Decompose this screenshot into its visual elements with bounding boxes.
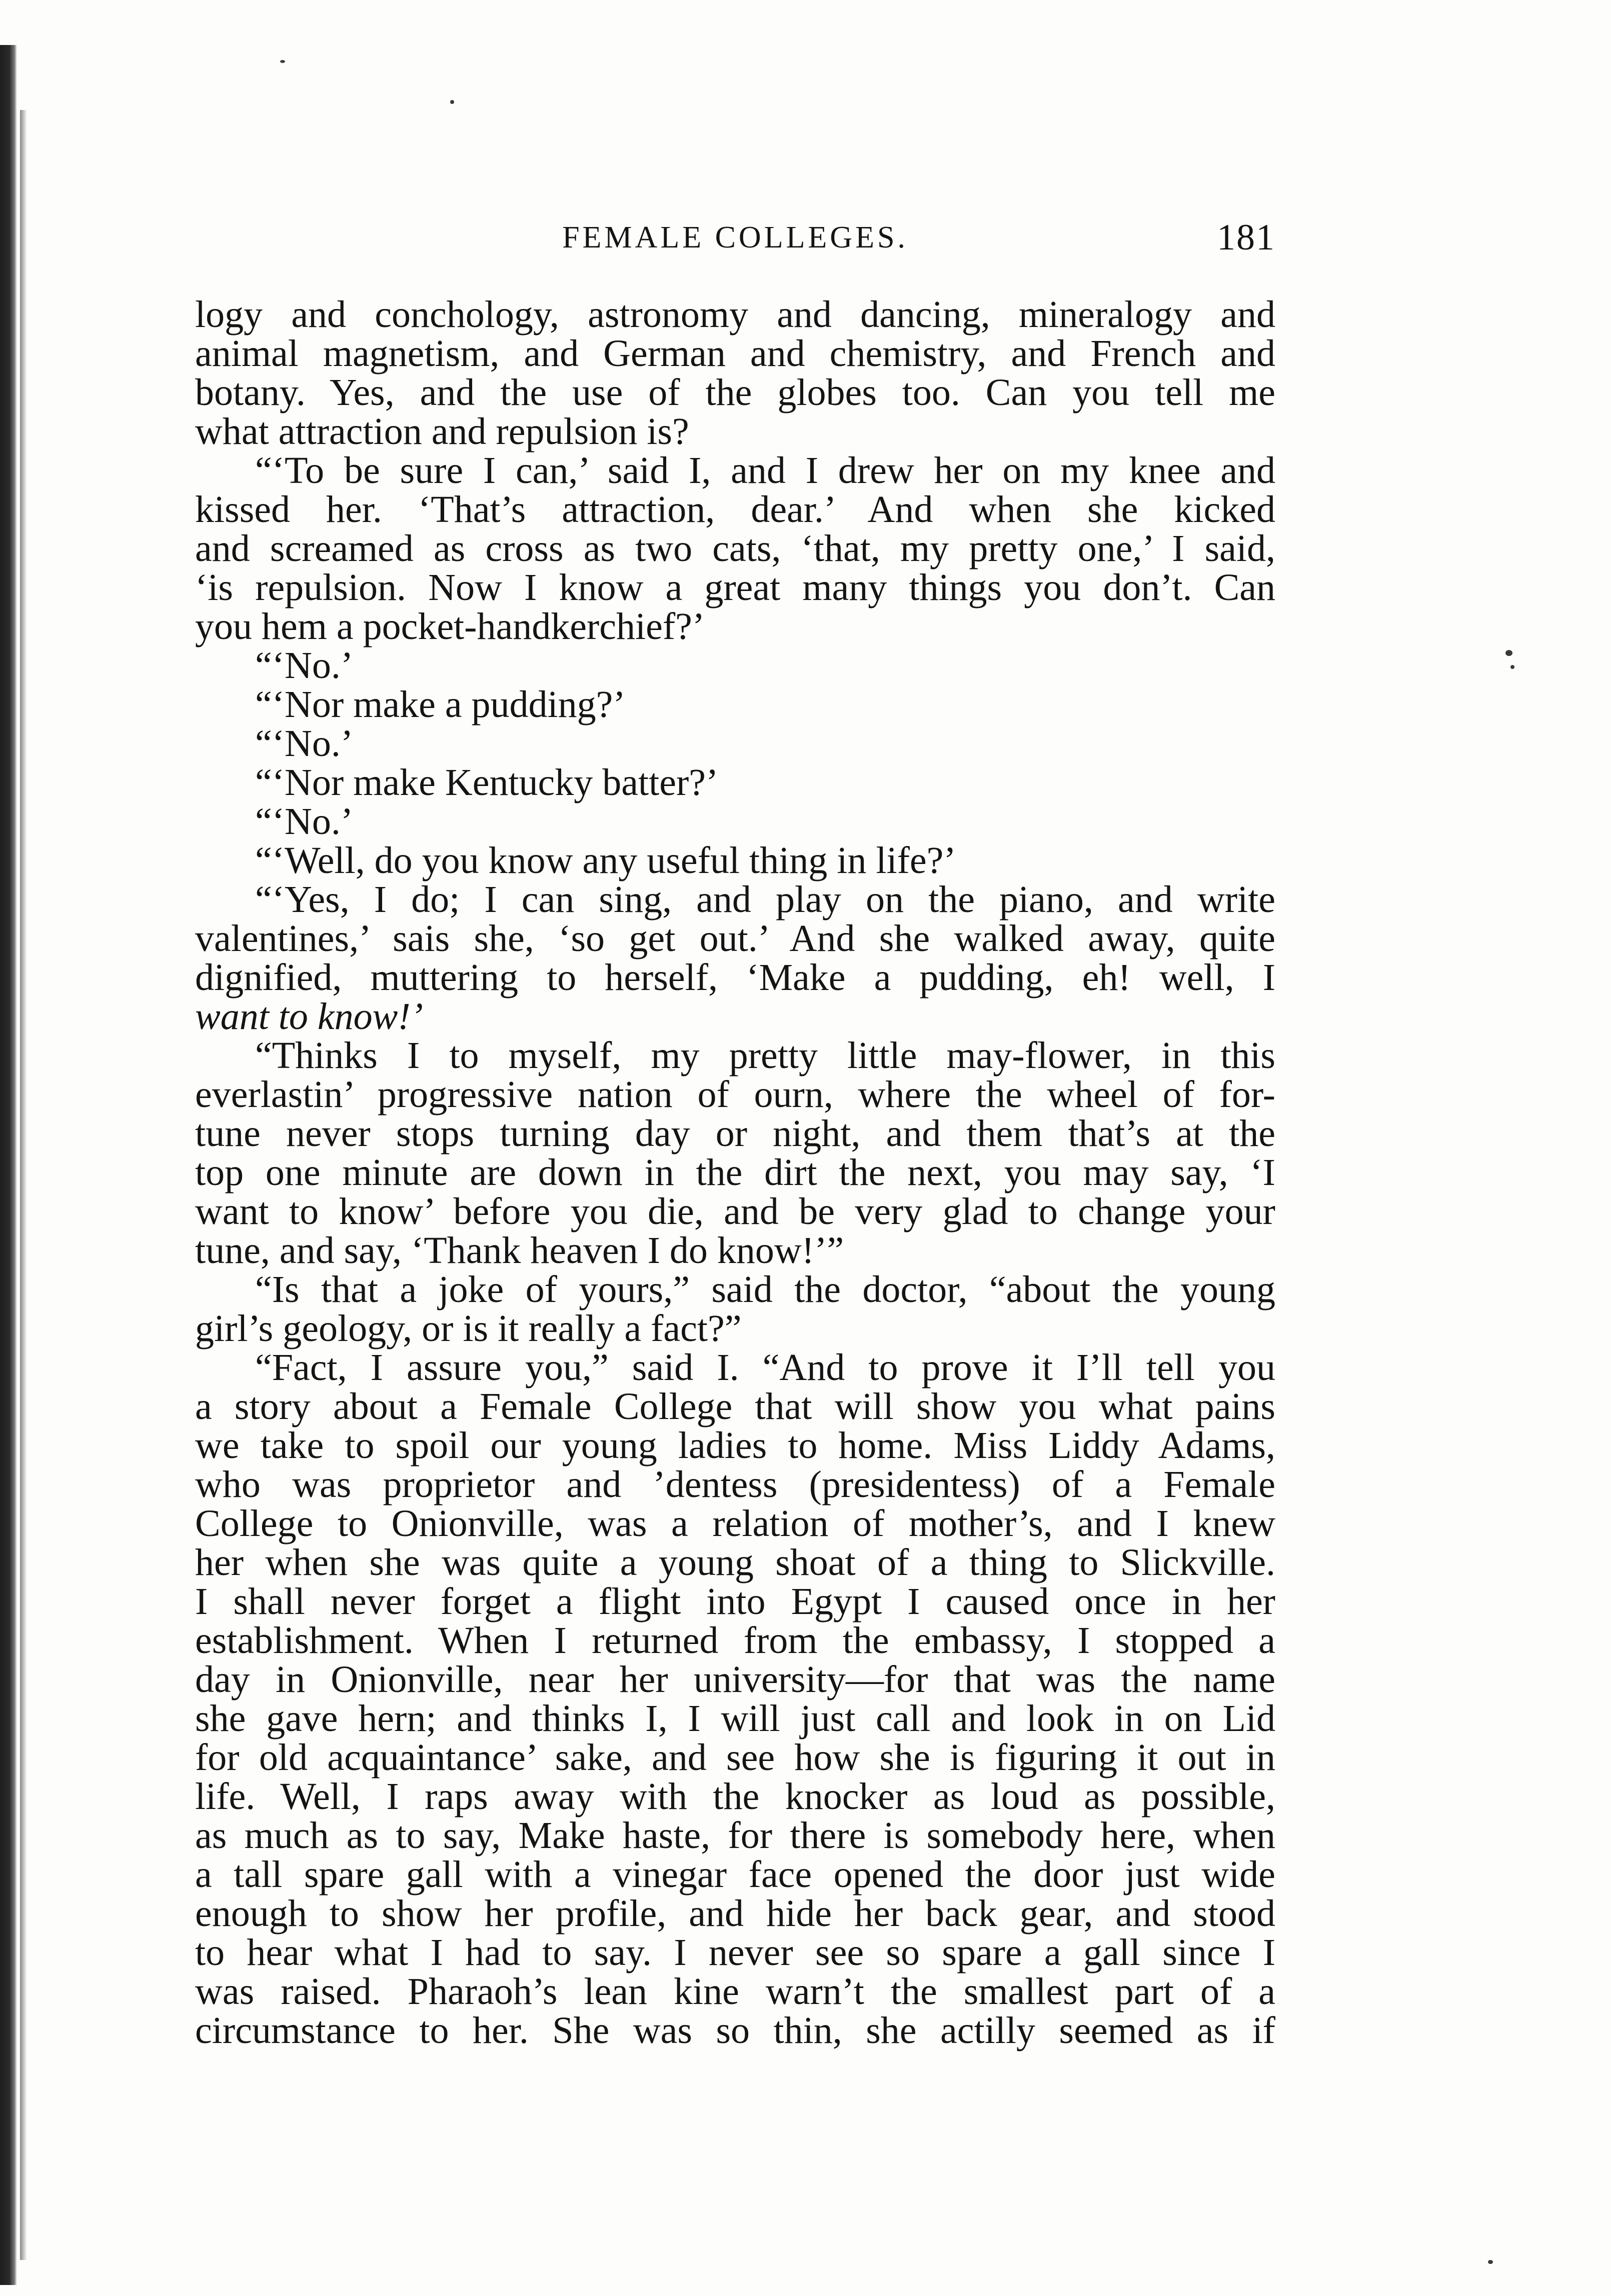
text-line: for old acquaintance’ sake, and see how she is figuring it out in	[195, 1736, 1275, 1778]
page-number: 181	[1217, 217, 1275, 258]
text-line: want to know!’	[195, 996, 423, 1038]
text-line: I shall never forget a flight into Egypt I caused once in her	[195, 1580, 1275, 1622]
text-line: you hem a pocket-handkerchief?’	[195, 606, 705, 648]
text-line: enough to show her profile, and hide her back gear, and stood	[195, 1892, 1275, 1934]
text-line: “‘Nor make Kentucky batter?’	[255, 762, 719, 804]
print-speck	[1510, 665, 1514, 669]
text-line: day in Onionville, near her university—for that was the name	[195, 1658, 1275, 1700]
text-line: logy and conchology, astronomy and dancing, mineralogy and	[195, 294, 1275, 336]
text-line: a story about a Female College that will show you what pains	[195, 1386, 1275, 1428]
text-line: tune, and say, ‘Thank heaven I do know!’”	[195, 1230, 844, 1272]
text-line: ‘is repulsion. Now I know a great many things you don’t. Can	[195, 566, 1275, 608]
text-line: dignified, muttering to herself, ‘Make a pudding, eh! well, I	[195, 956, 1275, 998]
text-line: botany. Yes, and the use of the globes too. Can you tell me	[195, 372, 1275, 414]
text-line: life. Well, I raps away with the knocker as loud as possible,	[195, 1776, 1275, 1818]
text-line: kissed her. ‘That’s attraction, dear.’ And when she kicked	[195, 488, 1275, 530]
text-line: “Is that a joke of yours,” said the doctor, “about the young	[255, 1268, 1275, 1310]
text-line: as much as to say, Make haste, for there is somebody here, when	[195, 1814, 1275, 1856]
text-line: “‘No.’	[255, 644, 354, 686]
text-line: who was proprietor and ’dentess (presidentess) of a Female	[195, 1464, 1275, 1506]
running-head	[195, 215, 1275, 260]
text-line: “‘No.’	[255, 722, 354, 764]
text-line: want to know’ before you die, and be very glad to change your	[195, 1190, 1275, 1232]
text-line: animal magnetism, and German and chemistry, and French and	[195, 332, 1275, 374]
text-line: top one minute are down in the dirt the next, you may say, ‘I	[195, 1152, 1275, 1194]
text-line: “‘Nor make a pudding?’	[255, 684, 626, 726]
text-line: a tall spare gall with a vinegar face opened the door just wide	[195, 1854, 1275, 1896]
text-line: “‘Well, do you know any useful thing in life?’	[255, 840, 956, 882]
text-line: she gave hern; and thinks I, I will just call and look in on Lid	[195, 1698, 1275, 1740]
text-line: everlastin’ progressive nation of ourn, where the wheel of for-	[195, 1074, 1275, 1116]
print-speck	[450, 100, 454, 104]
text-line: we take to spoil our young ladies to home. Miss Liddy Adams,	[195, 1424, 1275, 1466]
text-line: “‘To be sure I can,’ said I, and I drew her on my knee and	[255, 450, 1275, 492]
print-speck	[280, 60, 285, 63]
page-binding-shadow	[20, 110, 27, 2260]
text-line: girl’s geology, or is it really a fact?”	[195, 1308, 742, 1350]
text-line: “‘No.’	[255, 800, 354, 842]
text-line: and screamed as cross as two cats, ‘that, my pretty one,’ I said,	[195, 528, 1275, 570]
text-line: College to Onionville, was a relation of mother’s, and I knew	[195, 1502, 1275, 1544]
running-title: FEMALE COLLEGES.	[562, 220, 908, 254]
text-line: “Fact, I assure you,” said I. “And to prove it I’ll tell you	[255, 1346, 1275, 1388]
text-line: “Thinks I to myself, my pretty little may-flower, in this	[255, 1034, 1275, 1076]
text-line: valentines,’ sais she, ‘so get out.’ And she walked away, quite	[195, 918, 1275, 960]
text-line: what attraction and repulsion is?	[195, 410, 689, 452]
text-line: circumstance to her. She was so thin, she actilly seemed as if	[195, 2010, 1275, 2052]
text-line: to hear what I had to say. I never see so spare a gall since I	[195, 1932, 1275, 1974]
body-text	[195, 295, 1275, 2050]
page-binding-edge	[0, 45, 17, 2285]
print-speck	[1505, 650, 1512, 656]
print-speck	[1488, 2260, 1493, 2264]
text-line: tune never stops turning day or night, and them that’s at the	[195, 1112, 1275, 1154]
text-line: was raised. Pharaoh’s lean kine warn’t the smallest part of a	[195, 1970, 1275, 2012]
text-line: her when she was quite a young shoat of a thing to Slickville.	[195, 1542, 1275, 1584]
text-line: “‘Yes, I do; I can sing, and play on the piano, and write	[255, 878, 1275, 920]
text-line: establishment. When I returned from the embassy, I stopped a	[195, 1620, 1275, 1662]
